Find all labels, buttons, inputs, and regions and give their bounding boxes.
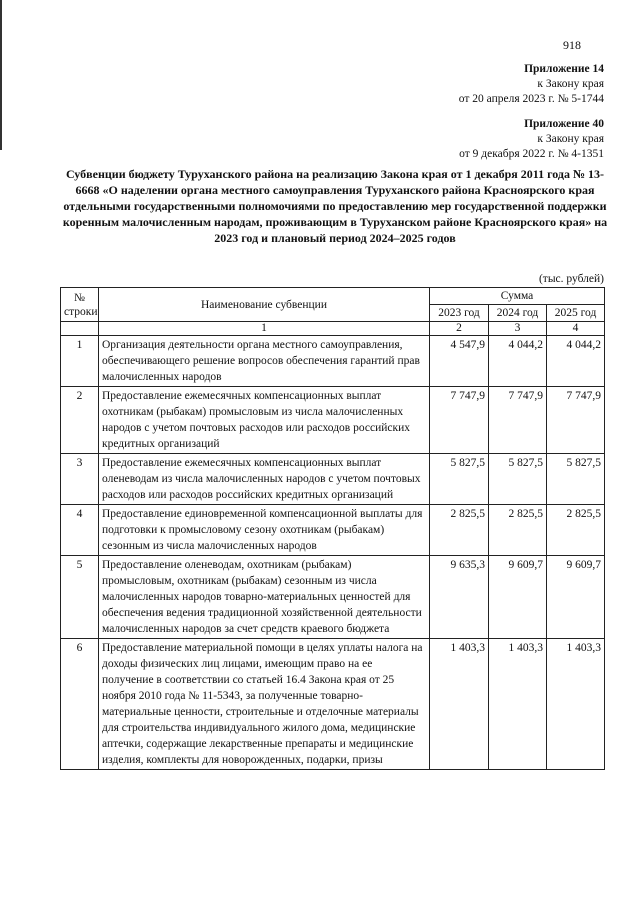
appendix-block-40 bbox=[459, 117, 604, 162]
table-row bbox=[61, 387, 605, 454]
amount-2025-cell: 2 825,5 bbox=[547, 505, 605, 556]
amount-2024-cell: 1 403,3 bbox=[489, 639, 547, 770]
amount-2025-cell: 9 609,7 bbox=[547, 556, 605, 639]
appendix-line: от 20 апреля 2023 г. № 5-1744 bbox=[458, 93, 604, 105]
table-row bbox=[61, 336, 605, 387]
scan-edge-mark bbox=[0, 0, 2, 150]
amount-2023-cell: 4 547,9 bbox=[430, 336, 489, 387]
header-year-2024: 2024 год bbox=[489, 305, 547, 322]
subsidy-name-cell: Организация деятельности органа местного самоуправления, обеспечивающего решение вопросов обеспечения гарантий прав малочисленных народов bbox=[99, 336, 430, 387]
page-number: 918 bbox=[563, 38, 581, 52]
amount-2023-cell: 7 747,9 bbox=[430, 387, 489, 454]
amount-2025-cell: 4 044,2 bbox=[547, 336, 605, 387]
amount-2025-cell: 7 747,9 bbox=[547, 387, 605, 454]
header-year-2023: 2023 год bbox=[430, 305, 489, 322]
row-number-cell: 1 bbox=[61, 336, 99, 387]
appendix-block-14 bbox=[459, 62, 604, 107]
appendix-title: Приложение 40 bbox=[524, 118, 604, 130]
header-year-2025: 2025 год bbox=[547, 305, 605, 322]
appendix-title: Приложение 14 bbox=[524, 63, 604, 75]
column-index: 2 bbox=[430, 322, 489, 336]
column-index: 4 bbox=[547, 322, 605, 336]
units-label: (тыс. рублей) bbox=[538, 273, 604, 285]
subsidy-name-cell: Предоставление ежемесячных компенсационных выплат охотникам (рыбакам) промысловым из числа малочисленных народов с учетом почтовых расходов или расходов российских кредитных организаций bbox=[99, 387, 430, 454]
appendix-line: к Закону края bbox=[537, 78, 604, 90]
subsidy-table bbox=[60, 287, 605, 770]
subsidy-name-cell: Предоставление оленеводам, охотникам (рыбакам) промысловым, охотникам (рыбакам) сезонным из числа малочисленных народов товарно-материальных ценностей для обеспечения ведения традиционной хозяйственной деятельности малочисленных народов за счет средств краевого бюджета bbox=[99, 556, 430, 639]
column-index: 1 bbox=[99, 322, 430, 336]
amount-2024-cell: 9 609,7 bbox=[489, 556, 547, 639]
row-number-cell: 2 bbox=[61, 387, 99, 454]
table-row bbox=[61, 505, 605, 556]
amount-2025-cell: 5 827,5 bbox=[547, 454, 605, 505]
table-row bbox=[61, 556, 605, 639]
header-sum: Сумма bbox=[430, 288, 605, 305]
amount-2024-cell: 4 044,2 bbox=[489, 336, 547, 387]
appendix-line: к Закону края bbox=[537, 133, 604, 145]
table-row bbox=[61, 639, 605, 770]
subsidy-name-cell: Предоставление единовременной компенсационной выплаты для подготовки к промысловому сезону охотникам (рыбакам) сезонным из числа малочисленных народов bbox=[99, 505, 430, 556]
column-index-row bbox=[61, 322, 605, 336]
amount-2024-cell: 2 825,5 bbox=[489, 505, 547, 556]
row-number-cell: 5 bbox=[61, 556, 99, 639]
document-title: Субвенции бюджету Туруханского района на реализацию Закона края от 1 декабря 2011 года № 13-6668 «О наделении органа местного самоуправления Туруханского района Красноярского края отдельными государственными полномочиями по предоставлению мер государственной поддержки коренным малочисленным народам, проживающим в Туруханском районе Красноярского края» на 2023 год и плановый период 2024–2025 годов bbox=[62, 167, 608, 245]
subsidy-name-cell: Предоставление материальной помощи в целях уплаты налога на доходы физических лиц лицами, имеющим право на ее получение в соответствии со статьей 16.4 Закона края от 25 ноября 2010 года № 11-5343, за полученные товарно-материальные ценности, строительные и отделочные материалы для строительства индивидуального жилого дома, медицинские аптечки, содержащие лекарственные препараты и медицинские изделия, комплекты для новорожденных, подарки, призы bbox=[99, 639, 430, 770]
header-subsidy-name: Наименование субвенции bbox=[99, 288, 430, 322]
column-index bbox=[61, 322, 99, 336]
amount-2023-cell: 9 635,3 bbox=[430, 556, 489, 639]
table-row bbox=[61, 454, 605, 505]
appendix-line: от 9 декабря 2022 г. № 4-1351 bbox=[459, 148, 604, 160]
amount-2023-cell: 5 827,5 bbox=[430, 454, 489, 505]
header-row-number: № строки bbox=[61, 288, 99, 322]
amount-2024-cell: 5 827,5 bbox=[489, 454, 547, 505]
row-number-cell: 3 bbox=[61, 454, 99, 505]
subsidy-name-cell: Предоставление ежемесячных компенсационных выплат оленеводам из числа малочисленных народов с учетом почтовых расходов или расходов российских кредитных организаций bbox=[99, 454, 430, 505]
amount-2023-cell: 1 403,3 bbox=[430, 639, 489, 770]
row-number-cell: 6 bbox=[61, 639, 99, 770]
amount-2025-cell: 1 403,3 bbox=[547, 639, 605, 770]
amount-2024-cell: 7 747,9 bbox=[489, 387, 547, 454]
row-number-cell: 4 bbox=[61, 505, 99, 556]
column-index: 3 bbox=[489, 322, 547, 336]
amount-2023-cell: 2 825,5 bbox=[430, 505, 489, 556]
